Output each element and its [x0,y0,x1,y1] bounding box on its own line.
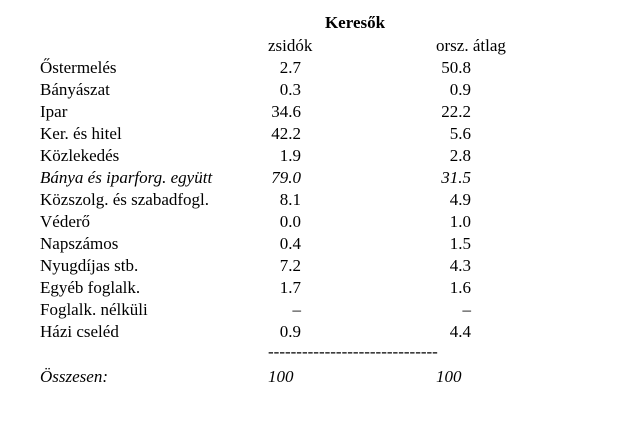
orszagos-atlag-value: 1.0 [449,212,471,231]
row-label: Házi cseléd [40,322,119,341]
orszagos-atlag-value: 2.8 [449,146,471,165]
row-label: Foglalk. nélküli [40,300,148,319]
total-zsidok-value: 100 [268,367,294,386]
table-row [0,233,624,255]
zsidok-value: 0.3 [279,80,301,99]
table-row [0,145,624,167]
total-separator: ------------------------------ [268,342,438,361]
table-row [0,101,624,123]
row-label: Közszolg. és szabadfogl. [40,190,210,209]
table-row [0,123,624,145]
orszagos-atlag-value: 1.5 [449,234,471,253]
orszagos-atlag-value: 22.2 [441,102,471,121]
orszagos-atlag-value: – [462,300,471,319]
table-row [0,255,624,277]
orszagos-atlag-value: 4.3 [449,256,471,275]
zsidok-value: 0.4 [279,234,301,253]
zsidok-value: 0.9 [279,322,301,341]
zsidok-value: 42.2 [271,124,301,143]
table-row [0,79,624,101]
row-label: Őstermelés [40,58,117,77]
zsidok-value: 1.9 [279,146,301,165]
orszagos-atlag-value: 50.8 [441,58,471,77]
row-label: Bánya és iparforg. együtt [40,168,213,187]
row-label: Véderő [40,212,91,231]
table-row [0,277,624,299]
row-label: Egyéb foglalk. [40,278,141,297]
column-header-zsidok: zsidók [268,36,313,55]
column-header-orszagos-atlag: orsz. átlag [436,36,506,55]
total-orszagos-atlag-value: 100 [436,367,462,386]
table-row [0,167,624,189]
zsidok-value: 2.7 [279,58,301,77]
zsidok-value: 7.2 [279,256,301,275]
total-label: Összesen: [40,367,108,386]
zsidok-value: 79.0 [271,168,301,187]
orszagos-atlag-value: 4.9 [449,190,471,209]
table-row [0,299,624,321]
zsidok-value: 8.1 [279,190,301,209]
row-label: Nyugdíjas stb. [40,256,139,275]
orszagos-atlag-value: 1.6 [449,278,471,297]
zsidok-value: 0.0 [279,212,301,231]
table-row [0,211,624,233]
orszagos-atlag-value: 31.5 [441,168,471,187]
table-row [0,189,624,211]
table-body [0,57,624,343]
total-row [0,366,624,388]
row-label: Napszámos [40,234,119,253]
table-title: Keresők [324,13,386,32]
zsidok-value: – [292,300,301,319]
orszagos-atlag-value: 4.4 [449,322,471,341]
row-label: Ker. és hitel [40,124,122,143]
zsidok-value: 1.7 [279,278,301,297]
orszagos-atlag-value: 5.6 [449,124,471,143]
orszagos-atlag-value: 0.9 [449,80,471,99]
row-label: Ipar [40,102,68,121]
zsidok-value: 34.6 [271,102,301,121]
row-label: Közlekedés [40,146,120,165]
row-label: Bányászat [40,80,110,99]
table-row [0,57,624,79]
table-row [0,321,624,343]
